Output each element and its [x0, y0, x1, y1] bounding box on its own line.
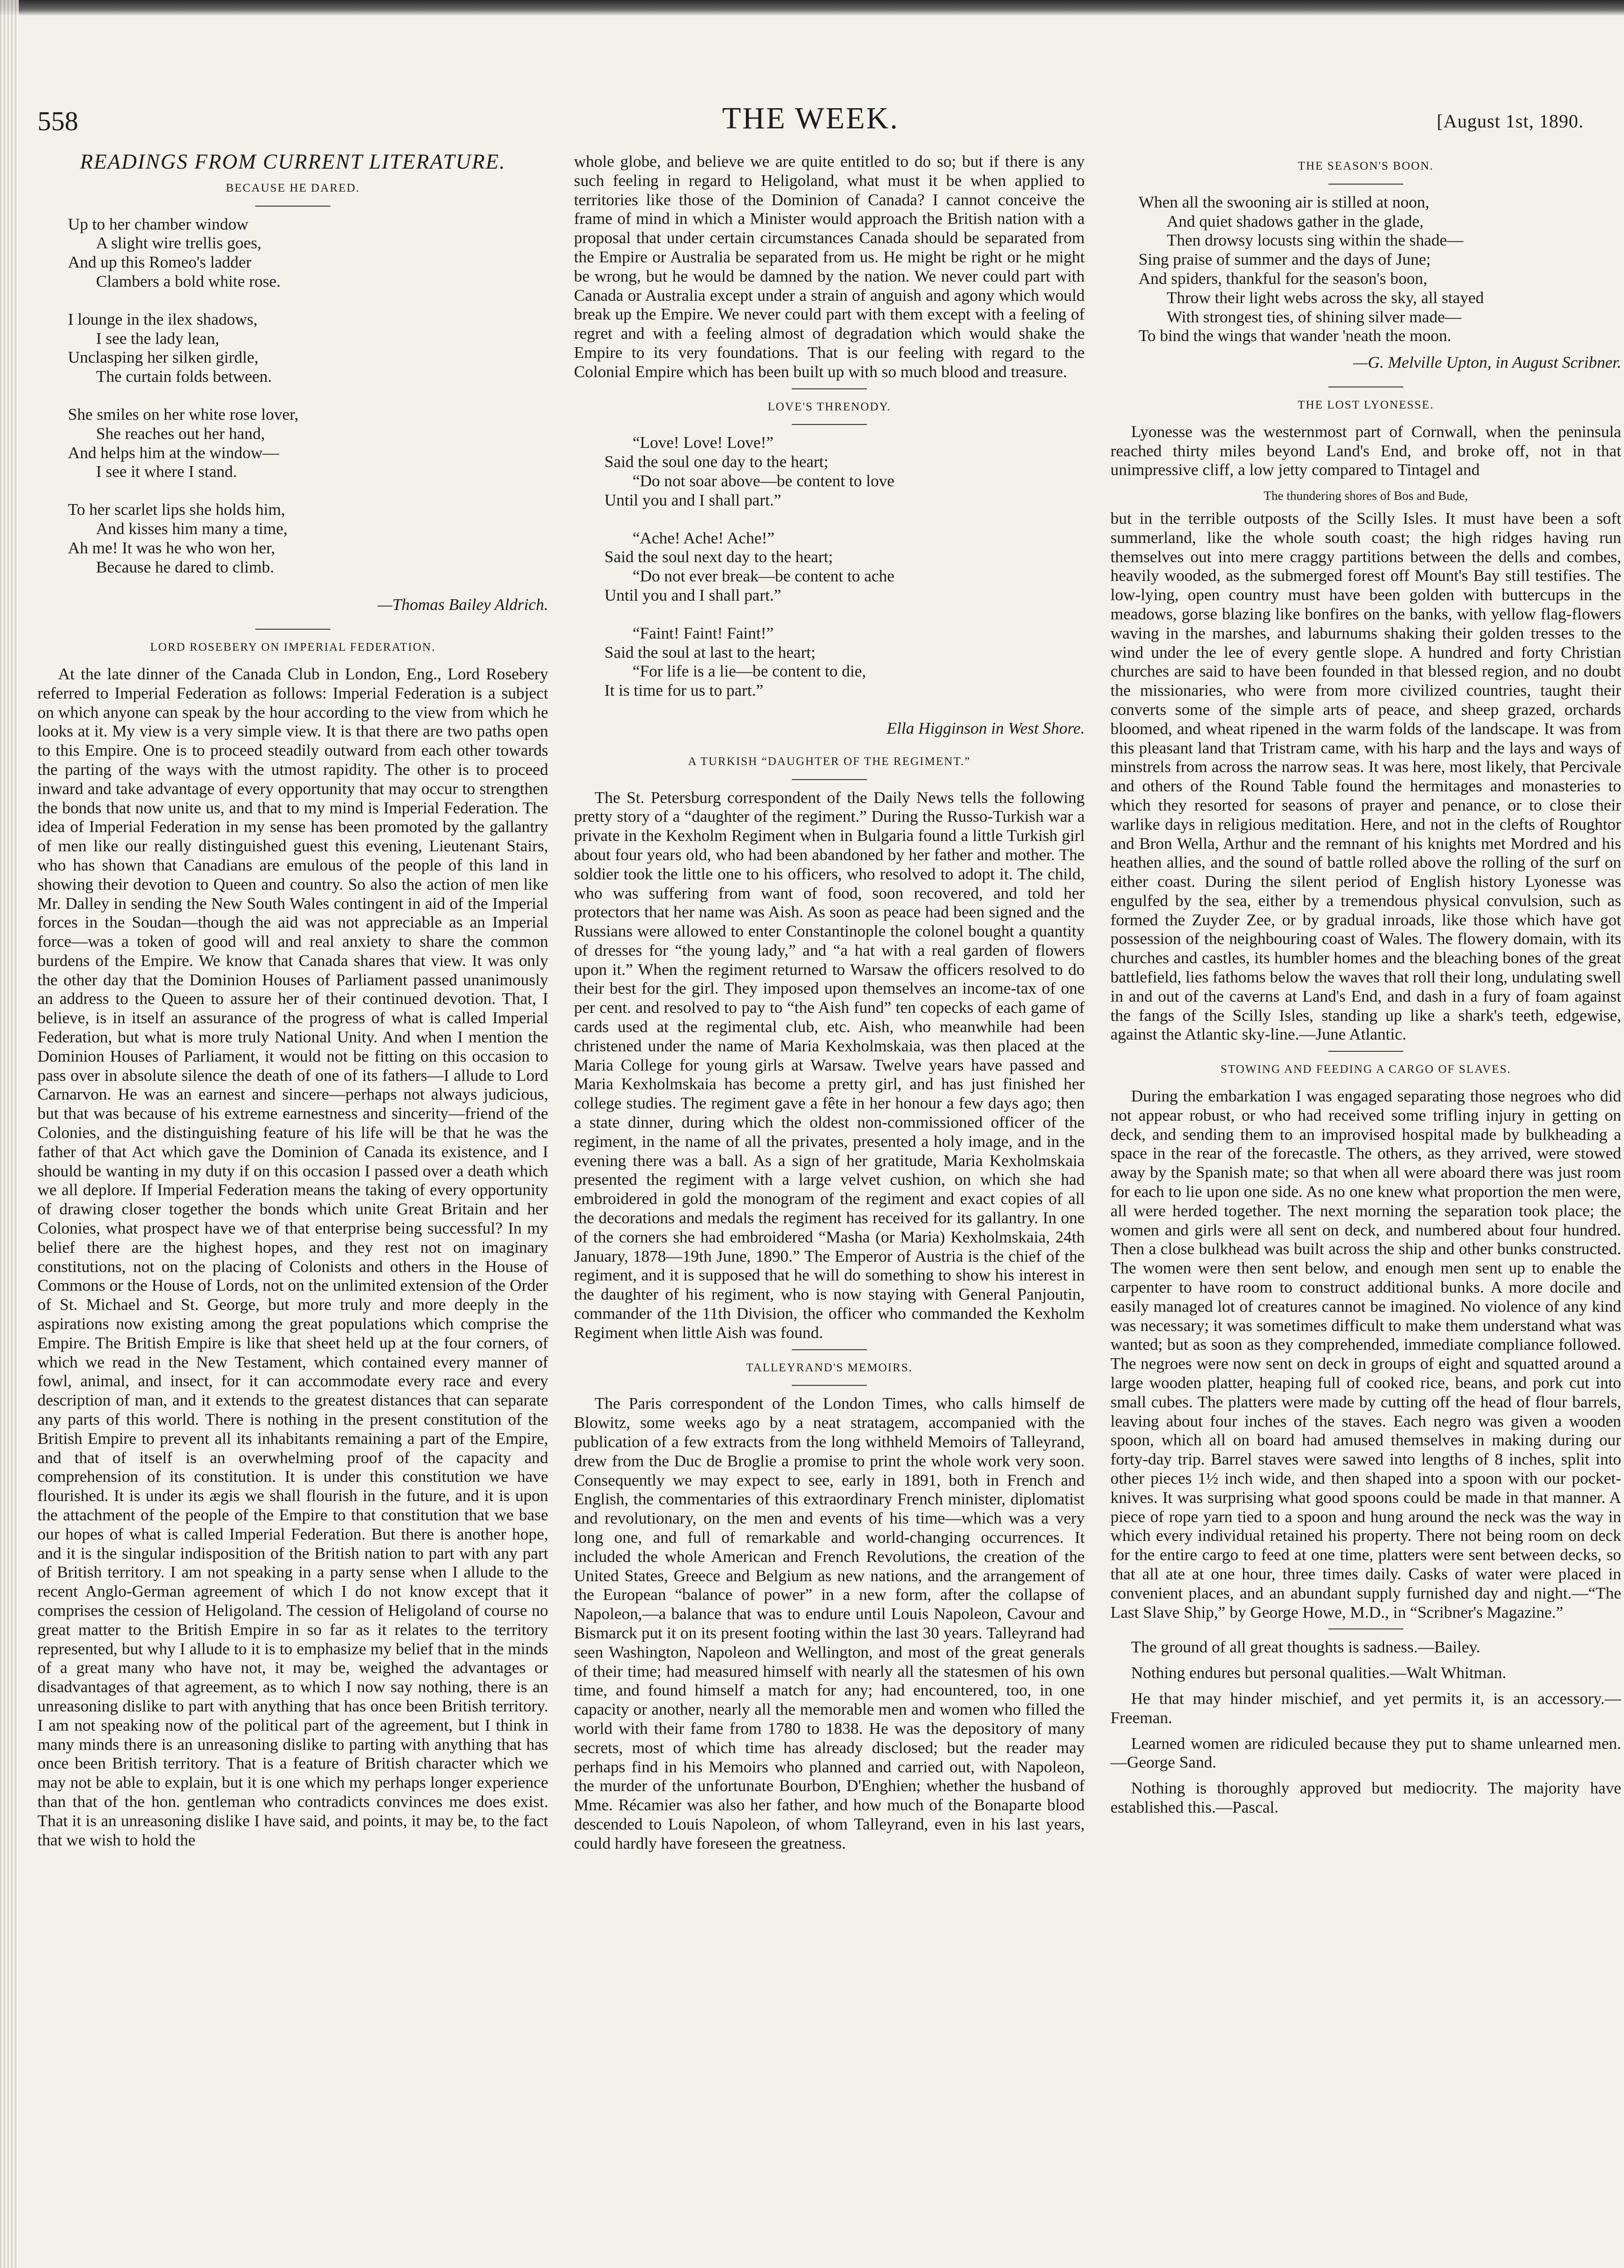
quotation: Nothing is thoroughly approved but mediocrity. The majority have established this.—Pascal.	[1110, 1779, 1621, 1816]
page-header	[37, 101, 1584, 143]
article-title: STOWING AND FEEDING A CARGO OF SLAVES.	[1220, 1063, 1512, 1076]
page-number: 558	[37, 106, 78, 136]
quotation: Nothing endures but personal qualities.—Walt Whitman.	[1131, 1664, 1506, 1682]
poem-line: And quiet shadows gather in the glade,	[1167, 212, 1424, 231]
scan-left-edge	[0, 0, 19, 2268]
divider	[792, 1349, 867, 1350]
column-3	[1110, 152, 1621, 2246]
poem-title: THE SEASON'S BOON.	[1298, 160, 1434, 172]
divider	[792, 424, 867, 425]
article-paragraph: At the late dinner of the Canada Club in London, Eng., Lord Rosebery referred to Imperial Federation as follows: Imperial Federation is a subject on which anyone can speak by the hour according to the view from which he looks at it. My view is a very simple view. It is that there are two paths open to this Empire. One is to proceed steadily outward from each other towards the parting of the ways with the utmost rapidity. The other is to proceed inward and take advantage of every opportunity that may occur to strengthen the bonds that now unite us, and that to my mind is Imperial Federation. The idea of Imperial Federation in my sense has been promoted by the gallantry of men like our really distinguished guest this evening, Lieutenant Stairs, who has shown that Canadians are emulous of the people of this land in showing their devotion to Queen and country. So also the action of men like Mr. Dalley in sending the New South Wales contingent in aid of the Imperial forces in the Soudan—though the aid was not appreciable as an Imperial force—was a token of good will and real anxiety to share the common burdens of the Empire. We know that Canada shares that view. It was only the other day that the Dominion Houses of Parliament passed unanimously an address to the Queen to assure her of their continued devotion. That, I believe, is in itself an assurance of the progress of what is called Imperial Federation, but what is more truly National Unity. And when I mention the Dominion Houses of Parliament, it would not be fitting on this occasion to pass over in absolute silence the death of one of its fathers—I allude to Lord Carnarvon. He was an earnest and sincere—perhaps not always judicious, but that was because of his extreme earnestness and sincerity—friend of the Colonies, and the distinguishing feature of his life will be that he was the father of that Act which gave the Dominion of Canada its existence, and I should be wanting in my duty if on this occasion I passed over a death which we all deplore. If Imperial Federation means the taking of every opportunity of drawing closer together the bonds which unite Great Britain and her Colonies, what prospect have we of that enterprise being successful? In my belief there are the highest hopes, and they rest not on imaginary constitutions, not on the placing of Colonists and others in the House of Commons or the House of Lords, not on the unlimited extension of the Order of St. Michael and St. George, but more truly and more deeply in the aspirations now existing among the great populations which comprise the Empire. The British Empire is like that sheet held up at the four corners, of which we read in the New Testament, which contained every manner of fowl, animal, and insect, for it can accommodate every race and every description of man, and it extends to the greatest distances that can separate any parts of this world. There is nothing in the present constitution of the British Empire to prevent all its inhabitants remaining a part of the Empire, and that of itself is an overwhelming proof of the capacity and comprehension of its constitution. It is under this constitution we have flourished. It is under its ægis we shall flourish in the future, and it is upon the attachment of the people of the Empire to that constitution that we base our hopes of what is called Imperial Federation. But there is another hope, and it is the singular indisposition of the British nation to part with any part of British territory. I am not speaking in a party sense when I allude to the recent Anglo-German agreement of which I do not know except that it comprises the cession of Heligoland. The cession of Heligoland of course no great matter to the British Empire in so far as it relates to the territory represented, but why I allude to it is to emphasize my belief that in the minds of a great many who have not, it may be, weighed the advantages or disadvantages of that agreement, as to which I now say nothing, there is an unreasoning dislike to part with anything that has once been British territory. I am not speaking now of the political part of the agreement, but I think in many minds there is an unreasoning dislike to parting with anything that has once been British territory. That is a feature of British character which we may not be able to explain, but it is one which my perhaps longer experience than that of the hon. gentleman who contradicts convinces me does exist. That it is an unreasoning dislike I have said, and points, it may be, to the fact that we wish to hold the	[37, 664, 548, 1849]
poem-line: A slight wire trellis goes,	[96, 234, 261, 253]
divider	[255, 206, 330, 207]
verse-quote: The thundering shores of Bos and Bude,	[1264, 489, 1468, 503]
scan-top-edge	[0, 0, 1624, 16]
divider	[255, 629, 330, 630]
article-paragraph: During the embarkation I was engaged separating those negroes who did not appear robust, or who had received some trifling injury in getting on deck, and sending them to an improvised hospital made by bulkheading a space in the rear of the forecastle. The others, as they arrived, were stowed away by the Spanish mate; so that when all were aboard there was just room for each to lie upon one side. As no one knew what proportion the men were, all were herded together. The next morning the separation took place; the women and girls were all sent on deck, and numbered about four hundred. Then a close bulkhead was built across the ship and other bunks constructed. The women were then sent below, and enough men sent up to enable the carpenter to have room to construct additional bunks. A more docile and easily managed lot of creatures cannot be imagined. No violence of any kind was necessary; it was sometimes difficult to make them understand what was wanted; but as soon as they comprehended, immediate compliance followed. The negroes were now sent on deck in groups of eight and squatted around a large wooden platter, heaping full of cooked rice, beans, and pork cut into small cubes. The platters were made by cutting off the head of flour barrels, leaving about four inches of the staves. Each negro was given a wooden spoon, which all on board had amused themselves in making during our forty-day trip. Barrel staves were sawed into lengths of 8 inches, split into other pieces 1½ inch wide, and then shaped into a spoon with our pocket-knives. It was surprising what good spoons could be made in that manner. A piece of rope yarn tied to a spoon and hung around the neck was the way in which every individual retained his property. There not being room on deck for the entire cargo to feed at one time, platters were sent between decks, so that all ate at one hour, three times daily. Casks of water were placed in convenient places, and an abundant supply furnished day and night.—“The Last Slave Ship,” by George Howe, M.D., in “Scribner's Magazine.”	[1110, 1087, 1621, 1621]
quotation: The ground of all great thoughts is sadness.—Bailey.	[1131, 1638, 1481, 1657]
poem-line: I see the lady lean,	[96, 329, 219, 348]
poem-line: Sing praise of summer and the days of June;	[1139, 250, 1431, 269]
poem-line: Clambers a bold white rose.	[96, 272, 281, 290]
divider	[1328, 184, 1403, 185]
poem-line: And kisses him many a time,	[96, 519, 288, 538]
poem-line: Throw their light webs across the sky, all stayed	[1167, 288, 1484, 307]
column-2	[574, 152, 1085, 2246]
quotation: Learned women are ridiculed because they put to shame unlearned men.—George Sand.	[1110, 1734, 1621, 1772]
article-paragraph: Lyonesse was the westernmost part of Cornwall, when the peninsula reached thirty miles beyond Land's End, and broke off, not in that unimpressive cliff, a low jetty compared to Tintagel and	[1110, 422, 1621, 479]
section-title: READINGS FROM CURRENT LITERATURE.	[80, 152, 506, 173]
divider	[1328, 1051, 1403, 1052]
poem-line: The curtain folds between.	[96, 367, 272, 386]
poem-line: Because he dared to climb.	[96, 558, 275, 576]
stanza	[68, 405, 548, 482]
poem-because-he-dared	[68, 215, 548, 577]
issue-date: [August 1st, 1890.	[1437, 111, 1584, 132]
divider	[792, 1385, 867, 1386]
poem-attribution: —G. Melville Upton, in August Scribner.	[1353, 353, 1621, 372]
stanza	[68, 500, 548, 577]
poem-line: And spiders, thankful for the season's boon,	[1139, 269, 1428, 288]
poem-attribution: —Thomas Bailey Aldrich.	[378, 595, 548, 614]
poem-line: Ah me! It was he who won her,	[68, 538, 276, 557]
poem-line: Said the soul at last to the heart;	[604, 643, 816, 662]
article-continuation: whole globe, and believe we are quite entitled to do so; but if there is any such feeling in regard to Heligoland, what must it be when applied to territories like those of the Dominion of Canada? I cannot conceive the frame of mind in which a Minister would approach the British nation with a proposal that under certain circumstances Canada should be separated from the Empire or Australia be separated from us. He might be right or he might be wrong, but he would be damned by the nation. We never could part with Canada or Australia except under a strain of anguish and agony which would break up the Empire. We never could part with them except with a feeling of regret and with a feeling almost of degradation which would shake the Empire to its very foundations. That is our feeling with regard to the Colonial Empire which has been built up with so much blood and treasure.	[574, 152, 1085, 381]
poem-line: Up to her chamber window	[68, 215, 249, 233]
stanza	[68, 215, 548, 291]
column-1	[37, 152, 548, 2246]
article-title: LORD ROSEBERY ON IMPERIAL FEDERATION.	[150, 641, 436, 654]
poem-line: “Love! Love! Love!”	[633, 433, 774, 452]
poem-line: To bind the wings that wander 'neath the moon.	[1139, 327, 1452, 345]
masthead-title: THE WEEK.	[722, 101, 899, 135]
poem-line: And helps him at the window—	[68, 443, 279, 462]
quotation: He that may hinder mischief, and yet permits it, is an accessory.—Freeman.	[1110, 1689, 1621, 1727]
stanza	[604, 529, 1085, 605]
poem-line: “Faint! Faint! Faint!”	[633, 624, 774, 642]
article-title: THE LOST LYONESSE.	[1297, 398, 1434, 411]
poem-line: “Do not soar above—be content to love	[633, 471, 894, 490]
poem-line: And up this Romeo's ladder	[68, 253, 252, 272]
stanza	[604, 624, 1085, 700]
divider	[1328, 1628, 1403, 1629]
poem-title: BECAUSE HE DARED.	[225, 181, 360, 194]
poem-line: With strongest ties, of shining silver made—	[1167, 307, 1461, 326]
poem-line: Then drowsy locusts sing within the shade—	[1167, 231, 1464, 250]
poem-line: Until you and I shall part.”	[604, 491, 782, 509]
poem-line: She reaches out her hand,	[96, 424, 265, 443]
poem-attribution: Ella Higginson in West Shore.	[886, 719, 1085, 737]
poem-line: It is time for us to part.”	[604, 681, 764, 700]
article-paragraph: The Paris correspondent of the London Times, who calls himself de Blowitz, some weeks ago by a neat stratagem, accompanied with the publication of a few extracts from the long withheld Memoirs of Talleyrand, drew from the Duc de Broglie a promise to print the whole work very soon. Consequently we may expect to see, early in 1891, both in French and English, the commentaries of this extraordinary French minister, diplomatist and revolutionary, on the men and events of his time—which was a very long one, and full of remarkable and world-changing occurrences. It included the whole American and French Revolutions, the creation of the United States, Greece and Belgium as new nations, and the arrangement of the European “balance of power” in a new form, after the collapse of Napoleon,—a balance that was to endure until Louis Napoleon, Cavour and Bismarck put it on its present footing within the last 30 years. Talleyrand had seen Washington, Napoleon and Wellington, and most of the great generals of their time; had measured himself with nearly all the statesmen of his own time, and found himself a match for any; had encountered, too, in one capacity or another, nearly all the memorable men and women who filled the world with their fame from 1780 to 1838. He was the depository of many secrets, most of which time has already disclosed; but the reader may perhaps find in his Memoirs who planned and carried out, with Napoleon, the murder of the unfortunate Bourbon, D'Enghien; whether the husband of Mme. Récamier was also her father, and how much of the Bonaparte blood descended to Louis Napoleon, of whom Talleyrand, even in his last years, could hardly have foreseen the greatness.	[574, 1394, 1085, 1852]
poem-line: “Ache! Ache! Ache!”	[633, 528, 775, 547]
poem-title: LOVE'S THRENODY.	[767, 400, 891, 413]
article-title: TALLEYRAND'S MEMOIRS.	[746, 1361, 913, 1374]
poem-line: “Do not ever break—be content to ache	[633, 567, 894, 586]
divider	[792, 388, 867, 389]
divider	[792, 779, 867, 780]
poem-line: Unclasping her silken girdle,	[68, 348, 259, 367]
article-paragraph: The St. Petersburg correspondent of the Daily News tells the following pretty story of a “daughter of the regiment.” During the Russo-Turkish war a private in the Kexholm Regiment when in Bulgaria found a little Turkish girl about four years old, who had been abandoned by her father and mother. The soldier took the little one to his officers, who resolved to adopt it. The child, who was suffering from want of food, soon recovered, and told her protectors that her name was Aish. As soon as peace had been signed and the Russians were allowed to enter Constantinople the colonel bought a quantity of dresses for “the young lady,” and “a hat with a real garden of flowers upon it.” When the regiment returned to Warsaw the officers resolved to do their best for the girl. They imposed upon themselves an income-tax of one per cent. and resolved to pay to “the Aish fund” ten copecks of each game of cards used at the regimental club, etc. Aish, who meanwhile had been christened under the name of Maria Kexholmskaia, was then placed at the Maria College for young girls at Warsaw. Twelve years have passed and Maria Kexholmskaia has become a pretty girl, and has just finished her college studies. The regiment gave a fête in her honour a few days ago; then a state dinner, during which the oldest non-commissioned officer of the regiment, in the name of all the privates, presented a holy image, and in the evening there was a ball. As a sign of her gratitude, Maria Kexholmskaia presented the regiment with a large velvet cushion, on which she had embroidered in gold the monogram of the regiment and exact copies of all the decorations and medals the regiment has received for its gallantry. In one of the corners she had embroidered “Masha (or Maria) Kexholmskaia, 24th January, 1878—19th June, 1890.” The Emperor of Austria is the chief of the regiment, and it is supposed that he will do something to show his interest in the daughter of his regiment, who is now staying with General Panjoutin, commander of the 11th Division, the officer who commanded the Kexholm Regiment when little Aish was found.	[574, 788, 1085, 1342]
poem-line: Said the soul next day to the heart;	[604, 548, 833, 566]
poem-loves-threnody	[604, 433, 1085, 700]
poem-line: When all the swooning air is stilled at noon,	[1139, 193, 1430, 211]
poem-line: To her scarlet lips she holds him,	[68, 500, 285, 519]
poem-line: I see it where I stand.	[96, 462, 237, 481]
article-title: A TURKISH “DAUGHTER OF THE REGIMENT.”	[688, 755, 971, 768]
poem-line: “For life is a lie—be content to die,	[633, 662, 866, 681]
poem-line: I lounge in the ilex shadows,	[68, 310, 258, 328]
poem-line: Until you and I shall part.”	[604, 586, 782, 604]
poem-seasons-boon	[1139, 193, 1621, 346]
article-paragraph: but in the terrible outposts of the Scilly Isles. It must have been a soft summerland, like the whole south coast; the high ridges having run themselves out into mere craggy partitions between the dells and combes, heavily wooded, as the submerged forest off Mount's Bay still testifies. The low-lying, open country must have been golden with buttercups in the meadows, gorse blazing like bonfires on the banks, with yellow flag-flowers waving in the marshes, and laburnums shaking their golden tresses to the wind under the lee of every gentle slope. A hundred and forty Christian churches are said to have been founded in that blessed region, and no doubt the missionaries, who were from more civilized countries, taught their converts some of the simple arts of peace, and sheep grazed, orchards bloomed, and wheat ripened in the warm folds of the landscape. It was from this pleasant land that Tristram came, with his harp and the lays and ways of minstrels from across the narrow seas. It was here, most likely, that Percivale and others of the Round Table found the hermitages and monasteries to which they resorted for seasons of prayer and penance, or to close their warlike days in religious meditation. Here, and not in the clefts of Roughtor and Bron Wella, Arthur and the remnant of his knights met Mordred and his heathen allies, and the sound of battle rolled above the rolling of the surf on either coast. During the silent period of English history Lyonesse was engulfed by the sea, either by a tremendous physical convulsion, such as formed the Zuyder Zee, or by gradual inroads, like those which have got possession of the neighbouring coast of Wales. The flowery domain, with its churches and castles, its humbler homes and the bleaching bones of the great battlefield, lies fathoms below the waves that roll their long, undulating swell in and out of the caverns at Land's End, and dash in a fury of foam against the fangs of the Scilly Isles, standing up like a shark's teeth, edgewise, against the Atlantic sky-line.—June Atlantic.	[1110, 509, 1621, 1044]
stanza	[68, 310, 548, 387]
stanza	[604, 433, 1085, 510]
poem-line: She smiles on her white rose lover,	[68, 405, 299, 424]
poem-line: Said the soul one day to the heart;	[604, 453, 828, 471]
